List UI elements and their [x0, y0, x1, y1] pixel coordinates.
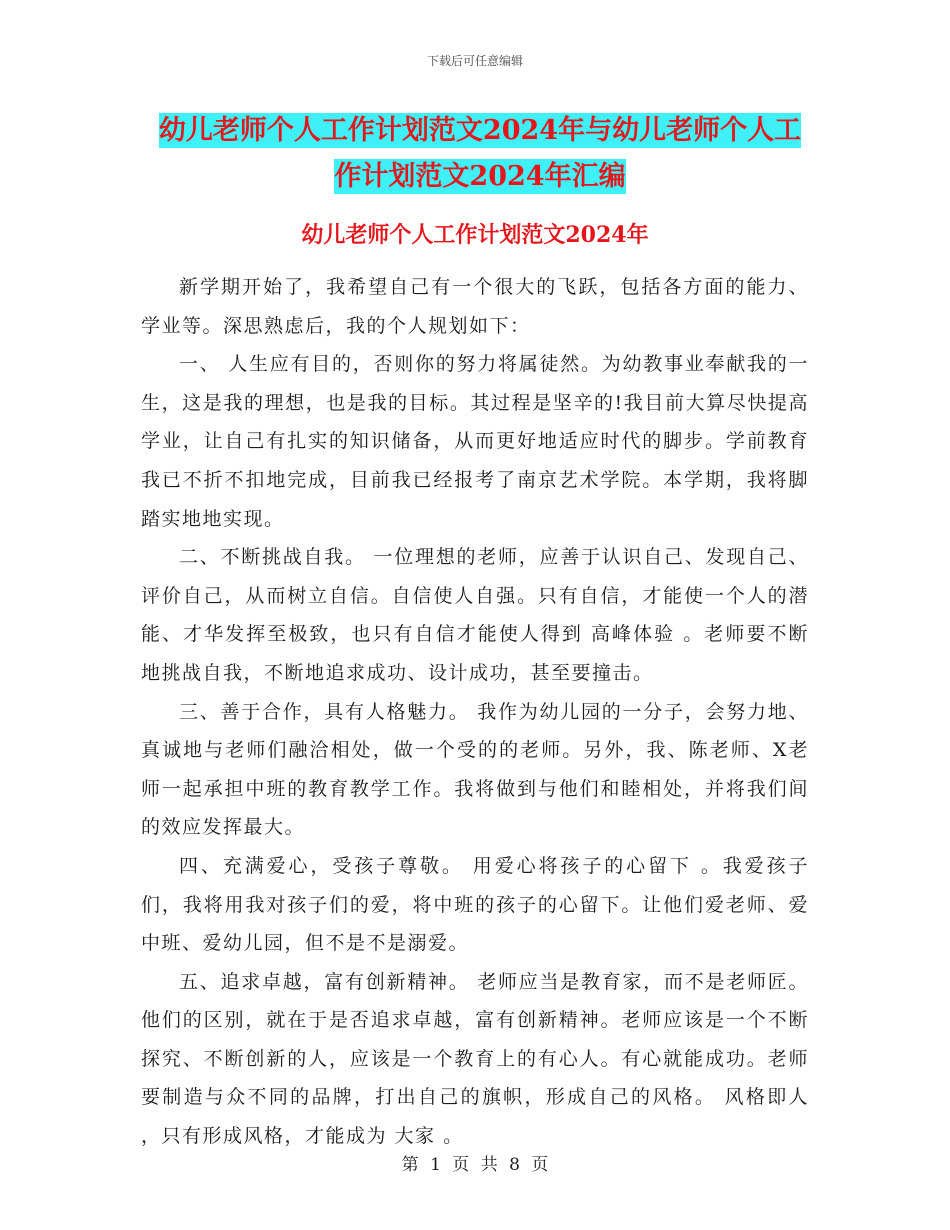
paragraph-2: 二、不断挑战自我。 一位理想的老师，应善于认识自己、发现自己、评价自己，从而树立自信。自信使人自强。只有自信，才能使一个人的潜能、才华发挥至极致，也只有自信才能使人得到 高峰体验 。老师要不断地挑战自我，不断地追求成功、设计成功，甚至要撞击。 [141, 546, 809, 684]
page-header: 下载后可任意编辑 [426, 54, 523, 68]
page-footer: 第 1 页 共 8 页 [401, 1155, 549, 1175]
document-title [150, 108, 810, 200]
document-title-text: 幼儿老师个人工作计划范文2024年与幼儿老师个人工作计划范文2024年汇编 [158, 115, 802, 192]
paragraph-5: 五、追求卓越，富有创新精神。 老师应当是教育家，而不是老师匠。他们的区别，就在于是否追求卓越，富有创新精神。老师应该是一个不断探究、不断创新的人，应该是一个教育上的有心人。有心就能成功。老师要制造与众不同的品牌，打出自己的旗帜，形成自己的风格。 风格即人 ，只有形成风格，才能成为 大家 。 [141, 970, 809, 1148]
document-body [141, 268, 809, 1156]
section-title: 幼儿老师个人工作计划范文2024年 [301, 222, 649, 248]
paragraph-intro: 新学期开始了，我希望自己有一个很大的飞跃，包括各方面的能力、学业等。深思熟虑后，我的个人规划如下： [141, 276, 809, 337]
paragraph-3: 三、善于合作，具有人格魅力。 我作为幼儿园的一分子，会努力地、真诚地与老师们融洽相处，做一个受的的老师。另外，我、陈老师、X老师一起承担中班的教育教学工作。我将做到与他们和睦相处，并将我们间的效应发挥最大。 [141, 700, 809, 839]
paragraph-4: 四、充满爱心，受孩子尊敬。 用爱心将孩子的心留下 。我爱孩子们，我将用我对孩子们的爱，将中班的孩子的心留下。让他们爱老师、爱中班、爱幼儿园，但不是不是溺爱。 [141, 854, 809, 955]
paragraph-1: 一、 人生应有目的，否则你的努力将属徒然。为幼教事业奉献我的一生，这是我的理想，也是我的目标。其过程是坚辛的!我目前大算尽快提高学业，让自己有扎实的知识储备，从而更好地适应时代的脚步。学前教育我已不折不扣地完成，目前我已经报考了南京艺术学院。本学期，我将脚踏实地地实现。 [141, 353, 809, 530]
